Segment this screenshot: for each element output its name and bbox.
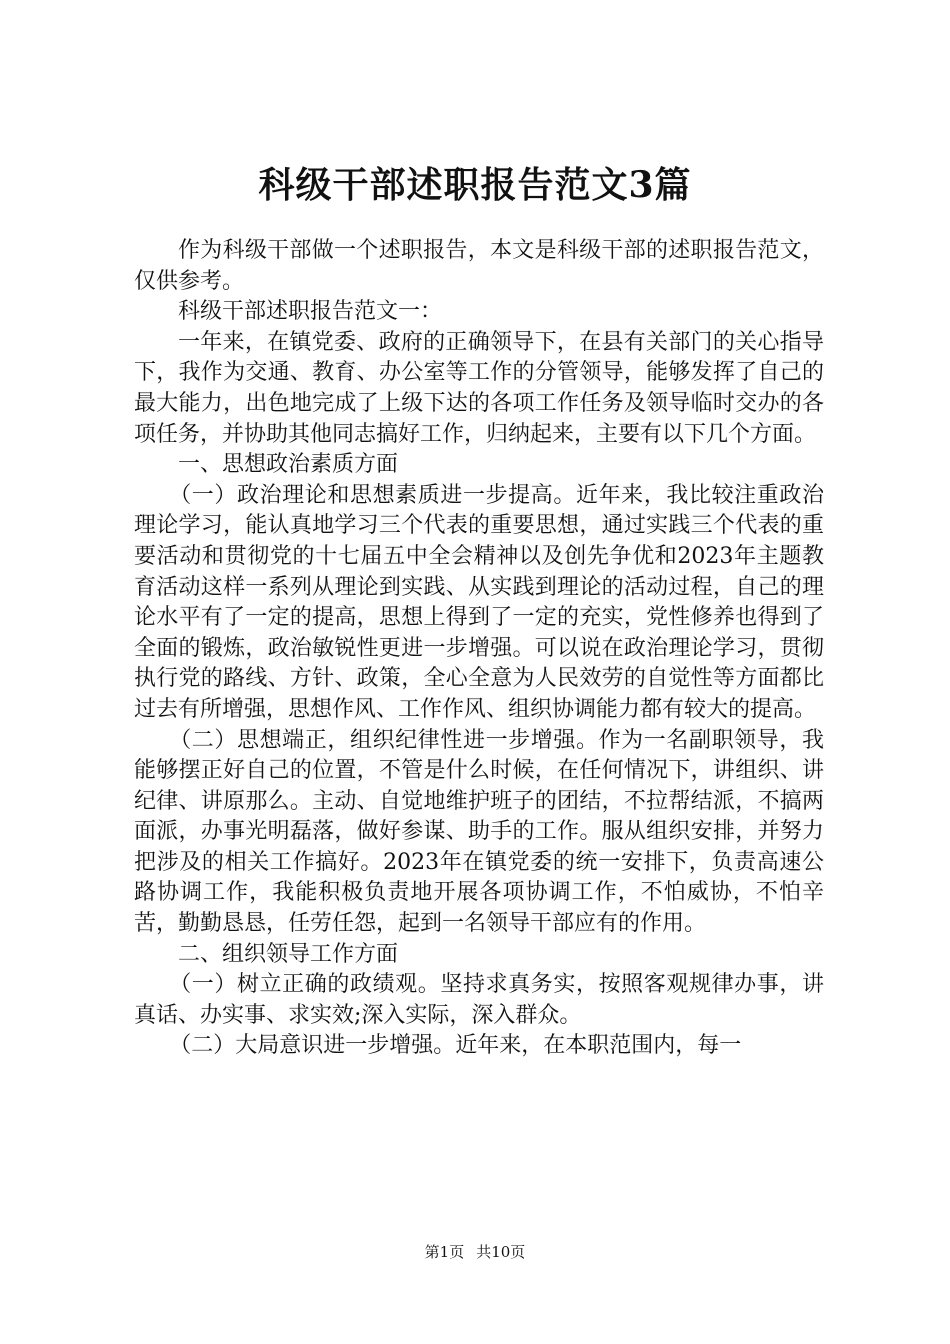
paragraph-section-heading: 科级干部述职报告范文一： bbox=[178, 299, 443, 325]
paragraph-heading-2: 二、组织领导工作方面 bbox=[178, 941, 399, 967]
paragraph-1-1: （一）政治理论和思想素质进一步提高。近年来，我比较注重政治理论学习，能认真地学习三个代表的重要思想，通过实践三个代表的重要活动和贯彻党的十七届五中全会精神以及创先争优和2023年主题教育活动这样一系列从理论到实践、从实践到理论的活动过程，自己的理论水平有了一定的提高，思想上得到了一定的充实，党性修养也得到了全面的锻炼，政治敏锐性更进一步增强。可以说在政治理论学习，贯彻执行党的路线、方针、政策，全心全意为人民效劳的自觉性等方面都比过去有所增强，思想作风、工作作风、组织协调能力都有较大的提高。 bbox=[134, 482, 824, 722]
paragraph-2-2: （二）大局意识进一步增强。近年来，在本职范围内，每一 bbox=[169, 1033, 742, 1059]
paragraph-intro: 作为科级干部做一个述职报告，本文是科级干部的述职报告范文，仅供参考。 bbox=[134, 238, 824, 294]
page-total: 共10页 bbox=[476, 1243, 526, 1261]
paragraph-overview: 一年来，在镇党委、政府的正确领导下，在县有关部门的关心指导下，我作为交通、教育、办公室等工作的分管领导，能够发挥了自己的最大能力，出色地完成了上级下达的各项工作任务及领导临时交办的各项任务，并协助其他同志搞好工作，归纳起来，主要有以下几个方面。 bbox=[134, 329, 824, 447]
page-number: 第1页 bbox=[424, 1243, 465, 1261]
paragraph-1-2: （二）思想端正，组织纪律性进一步增强。作为一名副职领导，我能够摆正好自己的位置，不管是什么时候，在任何情况下，讲组织、讲纪律、讲原那么。主动、自觉地维护班子的团结，不拉帮结派，不搞两面派，办事光明磊落，做好参谋、助手的工作。服从组织安排，并努力把涉及的相关工作搞好。2023年在镇党委的统一安排下，负责高速公路协调工作，我能积极负责地开展各项协调工作，不怕威协，不怕辛苦，勤勤恳恳，任劳任怨，起到一名领导干部应有的作用。 bbox=[134, 727, 824, 937]
paragraph-heading-1: 一、思想政治素质方面 bbox=[178, 452, 399, 478]
document-title: 科级干部述职报告范文3篇 bbox=[258, 164, 692, 206]
page-footer bbox=[0, 1240, 950, 1264]
paragraph-2-1: （一）树立正确的政绩观。坚持求真务实，按照客观规律办事，讲真话、办实事、求实效;深入实际，深入群众。 bbox=[134, 972, 824, 1028]
document-body bbox=[134, 236, 824, 1062]
